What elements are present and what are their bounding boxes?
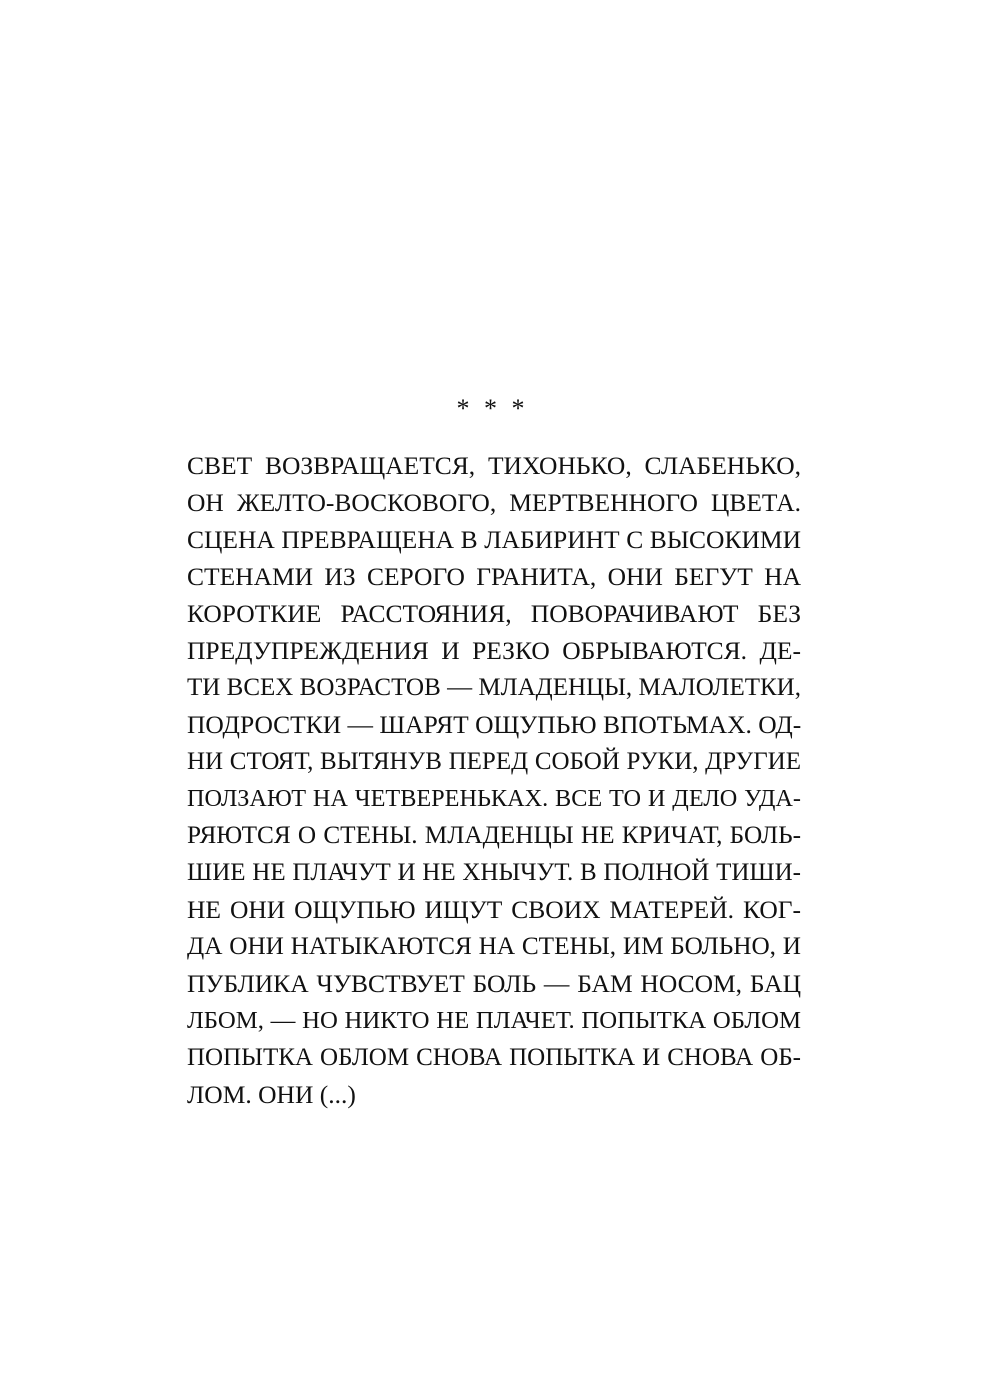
text-line: ШИЕ НЕ ПЛАЧУТ И НЕ ХНЫЧУТ. В ПОЛНОЙ ТИШИ- [187, 859, 801, 886]
section-separator: * * * [456, 394, 529, 423]
text-line: ПУБЛИКА ЧУВСТВУЕТ БОЛЬ — БАМ НОСОМ, БАЦ [187, 969, 801, 998]
text-line: НИ СТОЯТ, ВЫТЯНУВ ПЕРЕД СОБОЙ РУКИ, ДРУГИЕ [187, 748, 801, 775]
text-line: СТЕНАМИ ИЗ СЕРОГО ГРАНИТА, ОНИ БЕГУТ НА [187, 562, 801, 591]
text-line: ДА ОНИ НАТЫКАЮТСЯ НА СТЕНЫ, ИМ БОЛЬНО, И [187, 932, 801, 960]
text-line: СЦЕНА ПРЕВРАЩЕНА В ЛАБИРИНТ С ВЫСОКИМИ [187, 525, 801, 554]
text-line: НЕ ОНИ ОЩУПЬЮ ИЩУТ СВОИХ МАТЕРЕЙ. КОГ- [187, 895, 801, 924]
text-line: ПОДРОСТКИ — ШАРЯТ ОЩУПЬЮ ВПОТЬМАХ. ОД- [187, 710, 802, 739]
text-line: ПРЕДУПРЕЖДЕНИЯ И РЕЗКО ОБРЫВАЮТСЯ. ДЕ- [187, 636, 801, 665]
text-line: ОН ЖЕЛТО-ВОСКОВОГО, МЕРТВЕННОГО ЦВЕТА. [187, 488, 801, 517]
text-line: ПОЛЗАЮТ НА ЧЕТВЕРЕНЬКАХ. ВСЕ ТО И ДЕЛО УДА- [187, 785, 801, 812]
text-line: ПОПЫТКА ОБЛОМ СНОВА ПОПЫТКА И СНОВА ОБ- [187, 1044, 801, 1071]
text-line: КОРОТКИЕ РАССТОЯНИЯ, ПОВОРАЧИВАЮТ БЕЗ [187, 599, 801, 628]
text-line: ТИ ВСЕХ ВОЗРАСТОВ — МЛАДЕНЦЫ, МАЛОЛЕТКИ, [187, 674, 801, 701]
text-line: СВЕТ ВОЗВРАЩАЕТСЯ, ТИХОНЬКО, СЛАБЕНЬКО, [187, 451, 801, 480]
text-line-last: ЛОМ. ОНИ (...) [187, 1080, 356, 1109]
text-line: ЛБОМ, — НО НИКТО НЕ ПЛАЧЕТ. ПОПЫТКА ОБЛОМ [187, 1007, 801, 1034]
text-line: РЯЮТСЯ О СТЕНЫ. МЛАДЕНЦЫ НЕ КРИЧАТ, БОЛЬ- [187, 821, 801, 849]
body-text [187, 447, 801, 1113]
